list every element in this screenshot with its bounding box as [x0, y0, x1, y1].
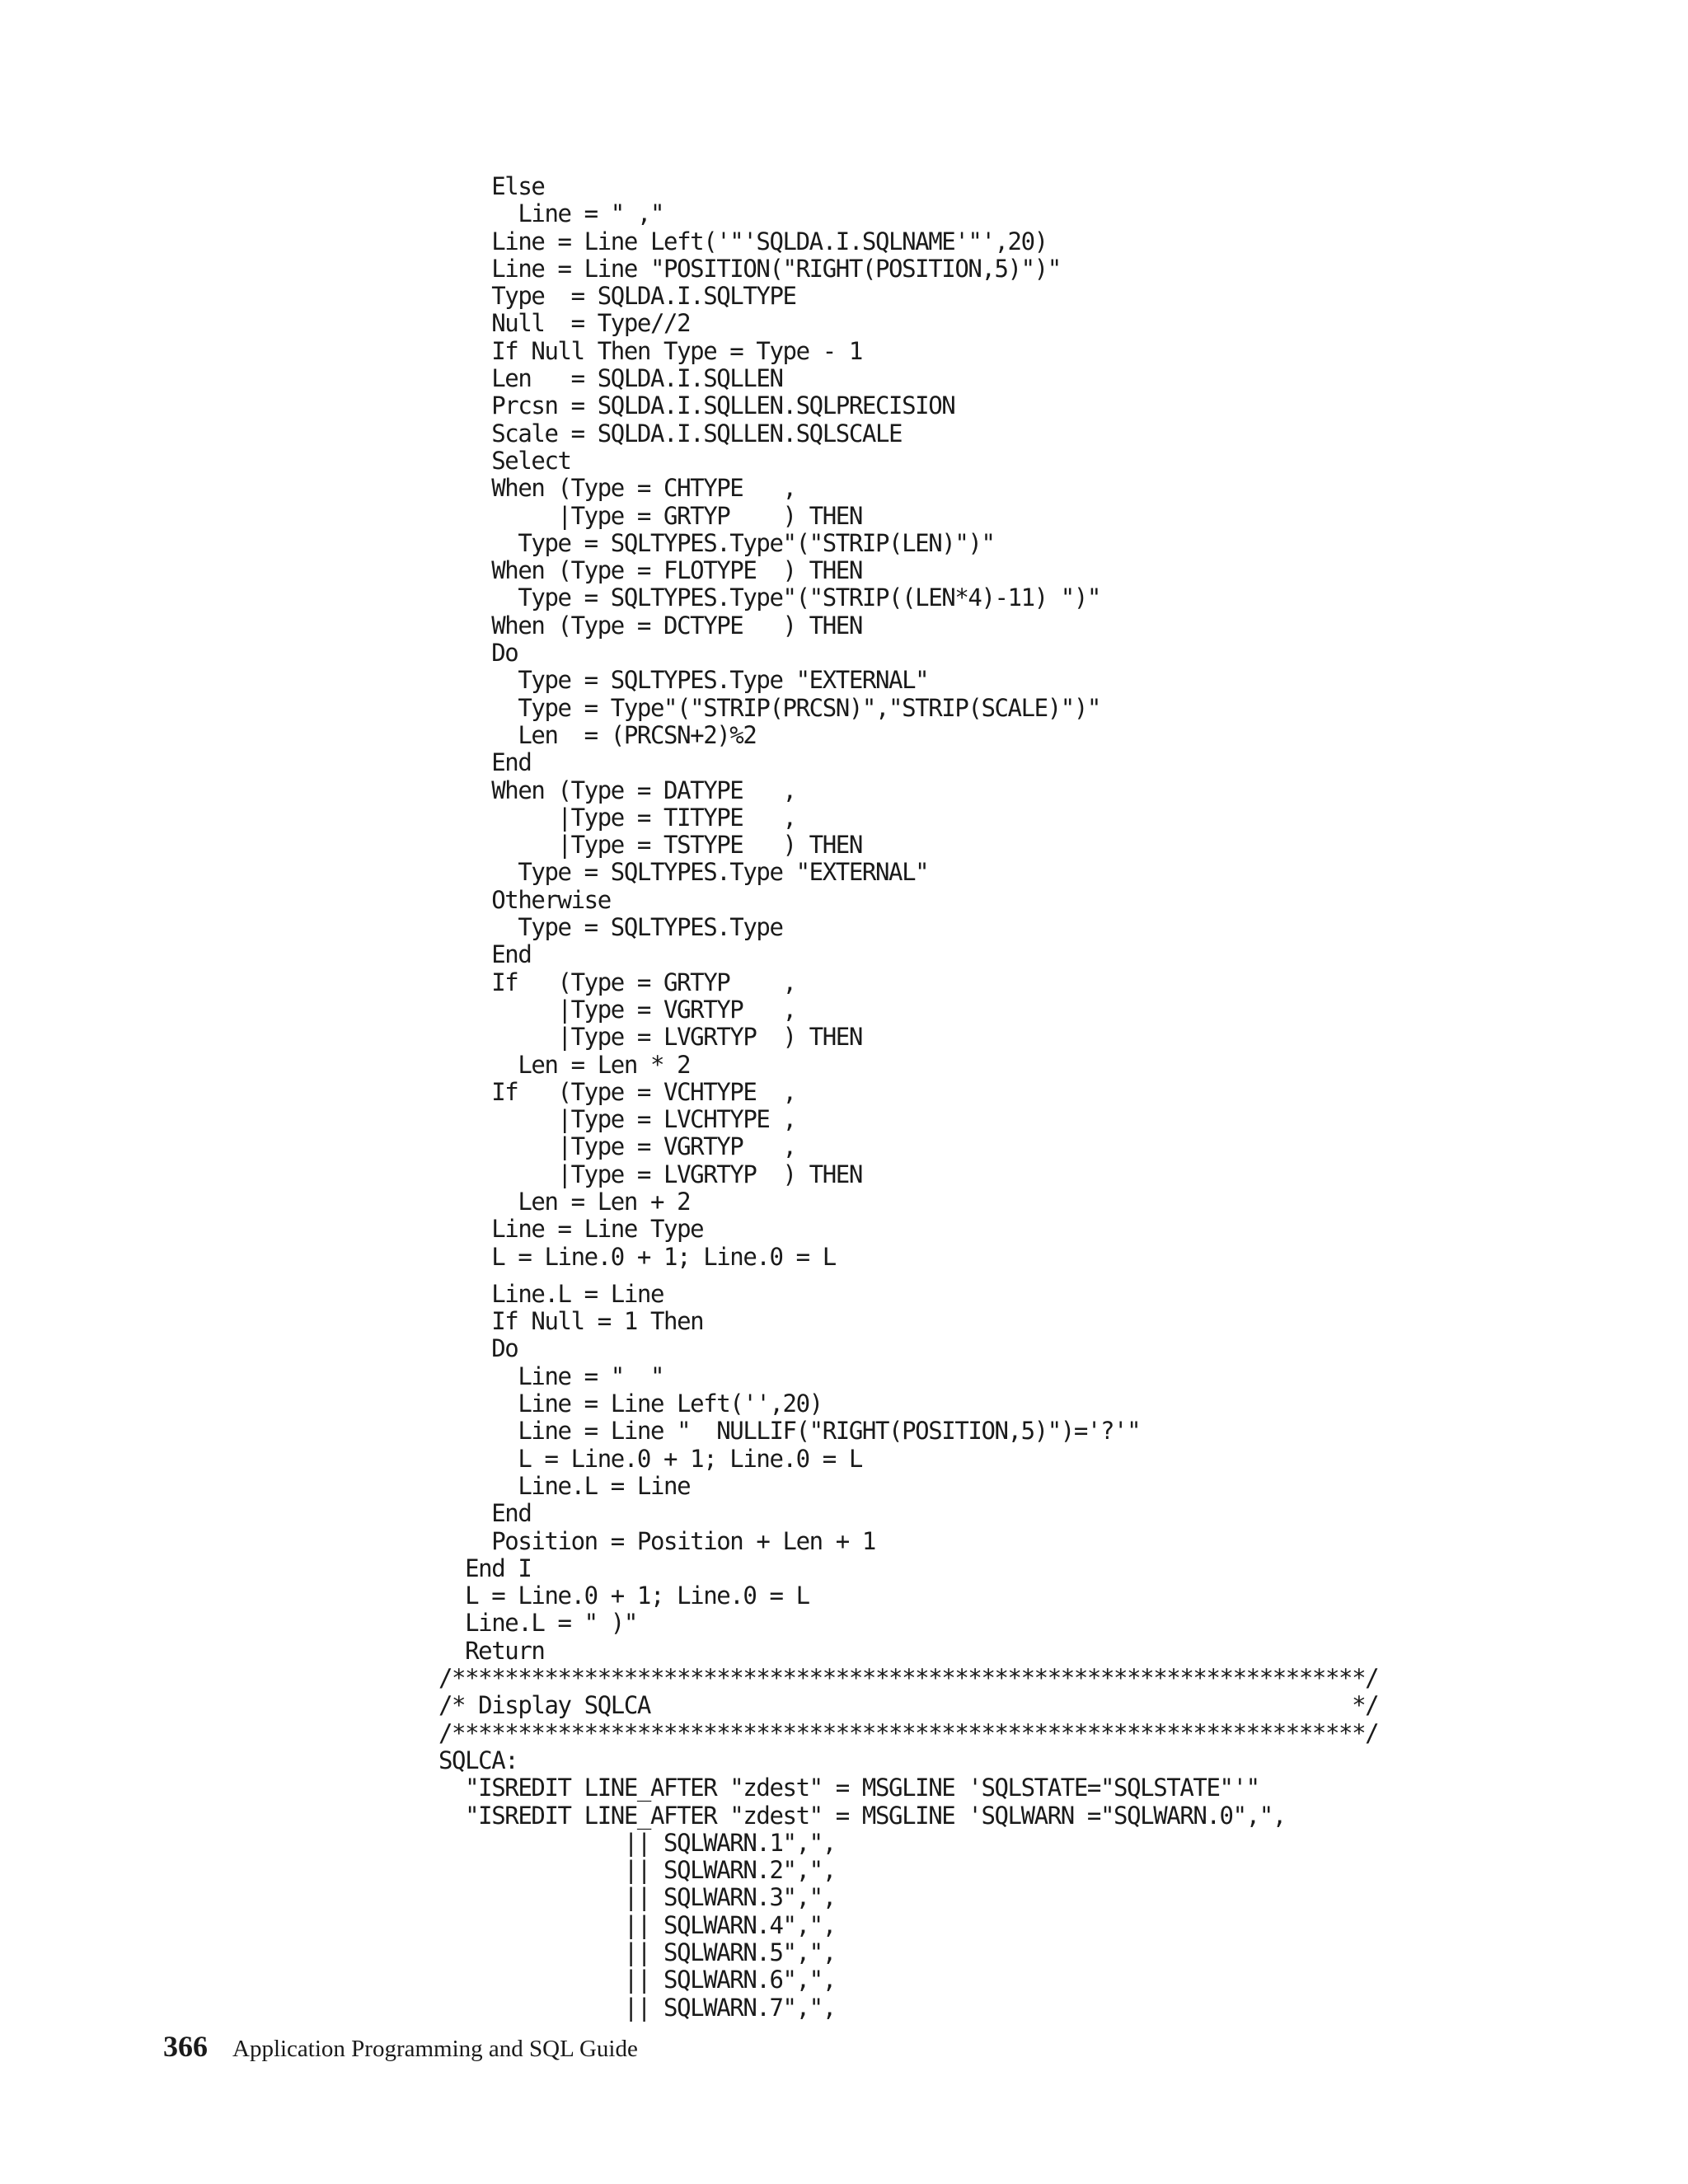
code-line: When (Type = DCTYPE ) THEN: [438, 611, 862, 640]
page-footer: [163, 2029, 638, 2064]
code-line: Null = Type//2: [438, 309, 691, 338]
code-line: || SQLWARN.6",",: [438, 1966, 836, 1994]
code-line: If Null = 1 Then: [438, 1307, 704, 1336]
code-line: Line = Line " NULLIF("RIGHT(POSITION,5)")='?'": [438, 1417, 1141, 1446]
code-line: || SQLWARN.2",",: [438, 1856, 836, 1885]
code-line: End: [438, 940, 532, 969]
code-line: Line = Line Type: [438, 1215, 704, 1244]
code-line: If (Type = GRTYP ,: [438, 968, 796, 996]
code-line: Len = (PRCSN+2)%2: [438, 720, 757, 749]
code-line: Type = SQLTYPES.Type "EXTERNAL": [438, 858, 929, 887]
code-line: Type = SQLTYPES.Type"("STRIP((LEN*4)-11) ")": [438, 583, 1100, 612]
code-line: Do: [438, 1334, 518, 1363]
code-line: If Null Then Type = Type - 1: [438, 336, 862, 365]
code-line: "ISREDIT LINE_AFTER "zdest" = MSGLINE 'SQLSTATE="SQLSTATE"'": [438, 1774, 1259, 1802]
code-line: L = Line.0 + 1; Line.0 = L: [438, 1242, 836, 1271]
code-line: When (Type = FLOTYPE ) THEN: [438, 556, 862, 585]
code-line: Type = SQLTYPES.Type: [438, 913, 783, 942]
code-line: /*********************************************************************/: [438, 1664, 1379, 1693]
code-line: Line = Line "POSITION("RIGHT(POSITION,5)")": [438, 254, 1061, 283]
code-line: || SQLWARN.4",",: [438, 1910, 836, 1939]
code-line: Line.L = " )": [438, 1609, 637, 1638]
code-line: Len = Len + 2: [438, 1187, 691, 1216]
code-line: Prcsn = SQLDA.I.SQLLEN.SQLPRECISION: [438, 391, 955, 420]
book-title: Application Programming and SQL Guide: [232, 2036, 638, 2062]
code-line: SQLCA:: [438, 1746, 518, 1774]
code-line: End: [438, 1499, 532, 1528]
code-line: |Type = LVCHTYPE ,: [438, 1105, 796, 1134]
code-line: End: [438, 748, 532, 777]
code-line: L = Line.0 + 1; Line.0 = L: [438, 1582, 809, 1610]
code-line: L = Line.0 + 1; Line.0 = L: [438, 1444, 862, 1473]
code-line: Type = Type"("STRIP(PRCSN)","STRIP(SCALE)")": [438, 693, 1100, 722]
code-line: End I: [438, 1554, 532, 1582]
code-line: Return: [438, 1636, 545, 1665]
page-number: 366: [163, 2030, 208, 2063]
code-line: Else: [438, 172, 545, 200]
code-line: || SQLWARN.3",",: [438, 1883, 836, 1912]
code-line: Len = Len * 2: [438, 1050, 691, 1079]
code-line: |Type = VGRTYP ,: [438, 995, 796, 1024]
code-line: || SQLWARN.5",",: [438, 1938, 836, 1966]
code-line: Do: [438, 639, 518, 668]
code-line: Line.L = Line: [438, 1471, 691, 1500]
code-line: Otherwise: [438, 885, 611, 914]
code-line: |Type = LVGRTYP ) THEN: [438, 1160, 862, 1188]
code-line: Scale = SQLDA.I.SQLLEN.SQLSCALE: [438, 419, 903, 448]
code-line: Position = Position + Len + 1: [438, 1526, 875, 1555]
code-listing: [438, 173, 1378, 2022]
code-line: |Type = TSTYPE ) THEN: [438, 831, 862, 860]
code-line: Select: [438, 446, 571, 475]
code-line: Len = SQLDA.I.SQLLEN: [438, 364, 783, 393]
code-line: Type = SQLTYPES.Type"("STRIP(LEN)")": [438, 528, 995, 557]
code-line: || SQLWARN.7",",: [438, 1993, 836, 2022]
code-line: /* Display SQLCA */: [438, 1691, 1379, 1720]
code-line: |Type = GRTYP ) THEN: [438, 501, 862, 530]
code-line: Line = Line Left('',20): [438, 1390, 823, 1418]
code-line: Type = SQLDA.I.SQLTYPE: [438, 282, 796, 311]
code-line: Type = SQLTYPES.Type "EXTERNAL": [438, 666, 929, 695]
code-line: |Type = VGRTYP ,: [438, 1132, 796, 1161]
code-line: |Type = TITYPE ,: [438, 803, 796, 832]
code-line: /*********************************************************************/: [438, 1718, 1379, 1747]
code-line: Line = Line Left('"'SQLDA.I.SQLNAME'"',20): [438, 227, 1048, 255]
code-line: Line = " ,": [438, 199, 664, 228]
code-line: Line.L = Line: [438, 1279, 664, 1308]
code-line: "ISREDIT LINE_AFTER "zdest" = MSGLINE 'SQLWARN ="SQLWARN.0",",: [438, 1801, 1286, 1830]
code-line: When (Type = CHTYPE ,: [438, 474, 796, 503]
code-line: || SQLWARN.1",",: [438, 1828, 836, 1857]
code-line: Line = " ": [438, 1361, 664, 1390]
code-line: |Type = LVGRTYP ) THEN: [438, 1023, 862, 1052]
code-line: If (Type = VCHTYPE ,: [438, 1077, 796, 1106]
code-line: When (Type = DATYPE ,: [438, 776, 796, 804]
